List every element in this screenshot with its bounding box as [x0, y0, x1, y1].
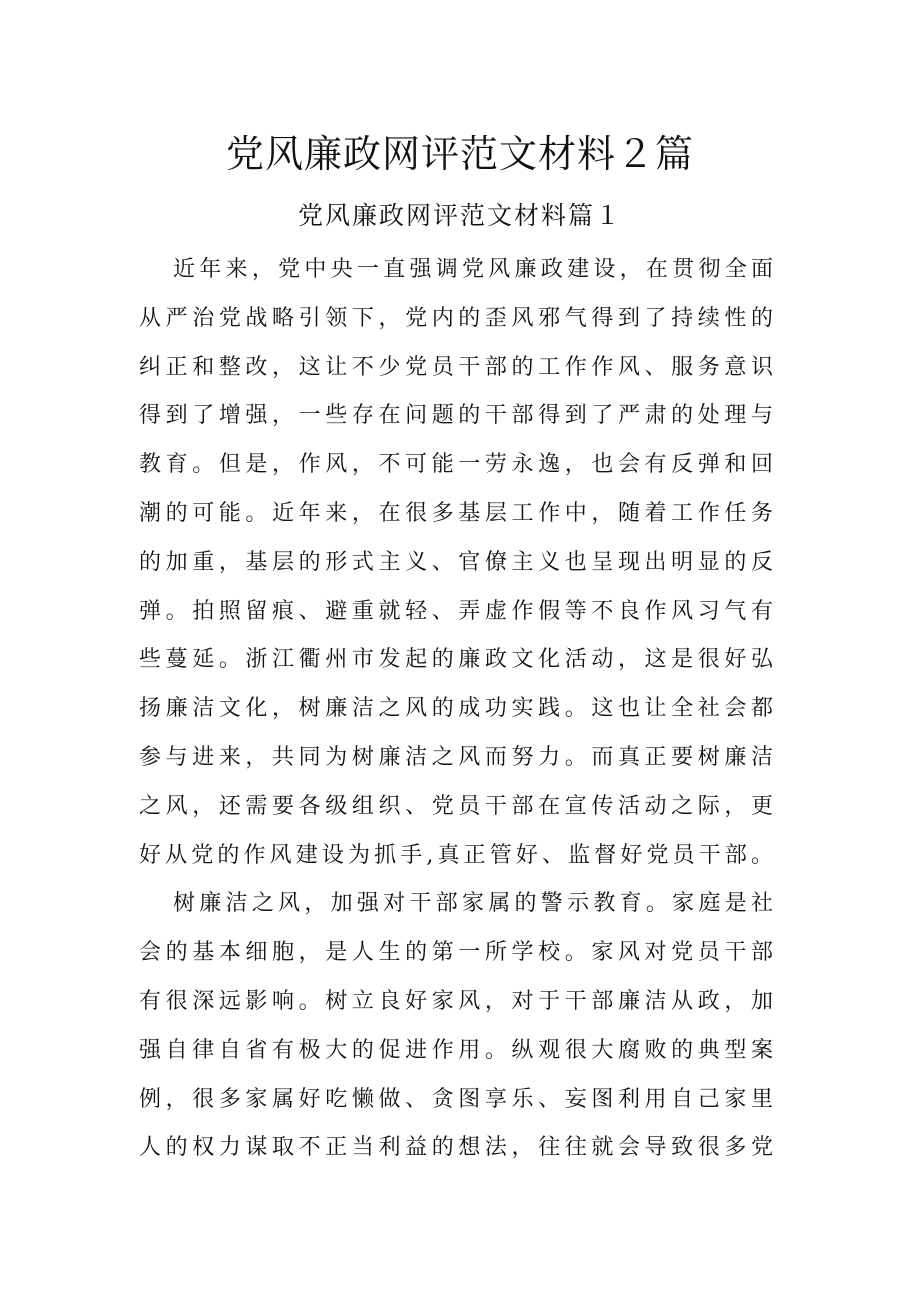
paragraph-line: 扬廉洁文化，树廉洁之风的成功实践。这也让全社会都 [139, 696, 773, 722]
paragraph-line: 些蔓延。浙江衢州市发起的廉政文化活动，这是很好弘 [139, 647, 773, 673]
paragraph-line: 会的基本细胞，是人生的第一所学校。家风对党员干部 [139, 940, 773, 966]
paragraph-line: 近年来，党中央一直强调党风廉政建设，在贯彻全面 [173, 257, 773, 282]
paragraph-line: 弹。拍照留痕、避重就轻、弄虚作假等不良作风习气有 [139, 598, 773, 624]
paragraph-line: 人的权力谋取不正当利益的想法，往往就会导致很多党 [139, 1135, 773, 1161]
paragraph-line: 例，很多家属好吃懒做、贪图享乐、妄图利用自己家里 [139, 1086, 773, 1112]
paragraph-line: 有很深远影响。树立良好家风，对于干部廉洁从政，加 [139, 988, 773, 1014]
document-body [139, 246, 773, 1173]
document-title: 党风廉政网评范文材料２篇 [225, 132, 694, 176]
paragraph-line: 强自律自省有极大的促进作用。纵观很大腐败的典型案 [139, 1037, 773, 1063]
paragraph-line: 的加重，基层的形式主义、官僚主义也呈现出明显的反 [139, 549, 773, 575]
paragraph-line: 得到了增强，一些存在问题的干部得到了严肃的处理与 [139, 403, 773, 429]
paragraph-line: 从严治党战略引领下，党内的歪风邪气得到了持续性的 [139, 305, 773, 331]
document-subtitle: 党风廉政网评范文材料篇１ [297, 201, 622, 230]
paragraph-line: 好从党的作风建设为抓手,真正管好、监督好党员干部。 [139, 842, 773, 868]
paragraph-line: 树廉洁之风，加强对干部家属的警示教育。家庭是社 [173, 891, 773, 917]
paragraph-line: 之风，还需要各级组织、党员干部在宣传活动之际，更 [139, 793, 773, 819]
paragraph-line: 潮的可能。近年来，在很多基层工作中，随着工作任务 [139, 500, 773, 526]
paragraph-line: 教育。但是，作风，不可能一劳永逸，也会有反弹和回 [139, 452, 773, 478]
paragraph-line: 参与进来，共同为树廉洁之风而努力。而真正要树廉洁 [139, 744, 773, 770]
paragraph-line: 纠正和整改，这让不少党员干部的工作作风、服务意识 [139, 354, 773, 380]
